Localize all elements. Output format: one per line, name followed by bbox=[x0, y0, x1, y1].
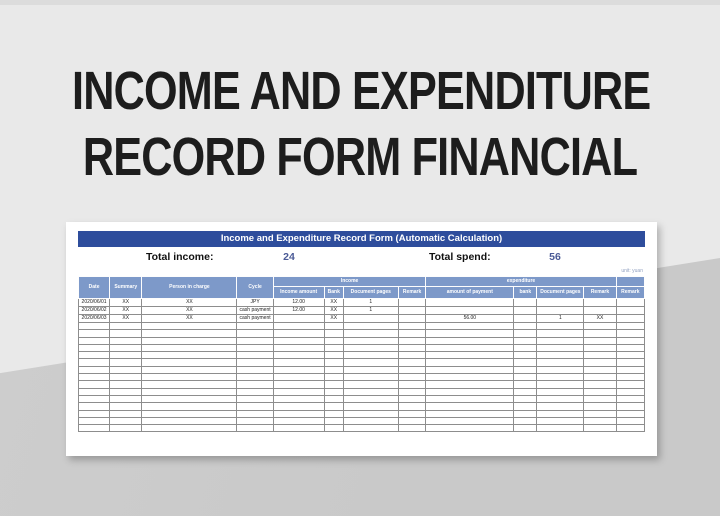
table-cell[interactable] bbox=[237, 388, 273, 395]
table-cell[interactable] bbox=[273, 388, 324, 395]
table-cell[interactable]: XX bbox=[142, 299, 237, 307]
table-cell[interactable] bbox=[537, 323, 584, 330]
table-cell[interactable] bbox=[537, 395, 584, 402]
table-cell[interactable] bbox=[616, 403, 644, 410]
table-cell[interactable] bbox=[110, 344, 142, 351]
table-cell[interactable] bbox=[142, 323, 237, 330]
table-cell[interactable] bbox=[514, 366, 537, 373]
table-cell[interactable] bbox=[343, 337, 398, 344]
table-cell[interactable] bbox=[110, 352, 142, 359]
table-cell[interactable] bbox=[616, 417, 644, 424]
table-cell[interactable]: JPY bbox=[237, 299, 273, 307]
header-income-amount: Income amount bbox=[273, 287, 324, 299]
table-cell[interactable] bbox=[79, 366, 110, 373]
header-income-bank: Bank bbox=[324, 287, 343, 299]
table-cell[interactable] bbox=[273, 337, 324, 344]
table-cell[interactable] bbox=[79, 381, 110, 388]
form-title-bar: Income and Expenditure Record Form (Automatic Calculation) bbox=[78, 231, 645, 247]
table-cell[interactable] bbox=[237, 395, 273, 402]
table-cell[interactable] bbox=[324, 381, 343, 388]
table-cell[interactable] bbox=[343, 425, 398, 432]
table-cell[interactable] bbox=[79, 330, 110, 337]
table-cell[interactable] bbox=[273, 344, 324, 351]
table-cell[interactable] bbox=[79, 359, 110, 366]
table-cell[interactable] bbox=[616, 299, 644, 307]
table-cell[interactable]: 2020/06/02 bbox=[79, 307, 110, 315]
table-cell[interactable] bbox=[110, 330, 142, 337]
table-cell[interactable] bbox=[426, 307, 514, 315]
table-cell[interactable] bbox=[426, 352, 514, 359]
table-cell[interactable] bbox=[343, 410, 398, 417]
table-cell[interactable] bbox=[514, 323, 537, 330]
table-cell[interactable] bbox=[142, 330, 237, 337]
table-cell[interactable] bbox=[398, 352, 426, 359]
table-cell[interactable] bbox=[324, 388, 343, 395]
header-expenditure-remark: Remark bbox=[584, 287, 616, 299]
table-cell[interactable] bbox=[616, 352, 644, 359]
table-header bbox=[79, 277, 645, 299]
table-cell[interactable] bbox=[584, 330, 616, 337]
page-title-line-2: RECORD FORM FINANCIAL bbox=[82, 127, 638, 187]
table-cell[interactable] bbox=[110, 388, 142, 395]
table-cell[interactable] bbox=[537, 337, 584, 344]
table-cell[interactable]: 1 bbox=[343, 307, 398, 315]
table-row bbox=[79, 388, 645, 395]
table-cell[interactable] bbox=[616, 337, 644, 344]
table-row bbox=[79, 359, 645, 366]
spreadsheet-preview-card bbox=[66, 222, 657, 456]
table-cell[interactable] bbox=[142, 410, 237, 417]
table-cell[interactable] bbox=[142, 403, 237, 410]
table-cell[interactable] bbox=[142, 344, 237, 351]
header-expenditure-amount: amount of payment bbox=[426, 287, 514, 299]
table-cell[interactable]: 2020/06/03 bbox=[79, 315, 110, 323]
table-cell[interactable] bbox=[237, 410, 273, 417]
table-cell[interactable] bbox=[584, 337, 616, 344]
table-cell[interactable] bbox=[110, 374, 142, 381]
table-cell[interactable] bbox=[426, 410, 514, 417]
table-cell[interactable] bbox=[584, 307, 616, 315]
table-cell[interactable] bbox=[584, 323, 616, 330]
table-cell[interactable] bbox=[616, 315, 644, 323]
total-income-value[interactable]: 24 bbox=[283, 251, 295, 263]
table-cell[interactable]: 56.00 bbox=[426, 315, 514, 323]
table-cell[interactable] bbox=[343, 417, 398, 424]
table-cell[interactable] bbox=[273, 352, 324, 359]
table-cell[interactable] bbox=[142, 388, 237, 395]
table-cell[interactable] bbox=[273, 374, 324, 381]
table-cell[interactable] bbox=[273, 330, 324, 337]
table-cell[interactable] bbox=[324, 344, 343, 351]
table-cell[interactable] bbox=[273, 395, 324, 402]
table-cell[interactable] bbox=[514, 388, 537, 395]
header-income-document-pages: Document pages bbox=[343, 287, 398, 299]
table-cell[interactable] bbox=[537, 330, 584, 337]
table-cell[interactable]: XX bbox=[324, 315, 343, 323]
table-cell[interactable] bbox=[426, 381, 514, 388]
table-cell[interactable]: XX bbox=[324, 307, 343, 315]
table-cell[interactable] bbox=[514, 330, 537, 337]
table-cell[interactable] bbox=[343, 395, 398, 402]
top-strip-decoration bbox=[0, 0, 720, 5]
table-cell[interactable] bbox=[426, 330, 514, 337]
table-cell[interactable] bbox=[616, 381, 644, 388]
table-cell[interactable] bbox=[142, 337, 237, 344]
table-cell[interactable] bbox=[616, 307, 644, 315]
table-cell[interactable] bbox=[273, 425, 324, 432]
table-cell[interactable] bbox=[142, 366, 237, 373]
table-cell[interactable] bbox=[398, 395, 426, 402]
table-cell[interactable] bbox=[514, 381, 537, 388]
table-cell[interactable] bbox=[79, 388, 110, 395]
table-cell[interactable] bbox=[237, 330, 273, 337]
table-cell[interactable] bbox=[616, 366, 644, 373]
table-row bbox=[79, 330, 645, 337]
header-expenditure-document-pages: Document pages bbox=[537, 287, 584, 299]
table-cell[interactable] bbox=[324, 366, 343, 373]
record-table bbox=[78, 276, 645, 432]
table-cell[interactable] bbox=[514, 417, 537, 424]
table-row bbox=[79, 366, 645, 373]
table-row bbox=[79, 410, 645, 417]
table-cell[interactable]: XX bbox=[142, 315, 237, 323]
table-cell[interactable]: XX bbox=[110, 299, 142, 307]
table-cell[interactable] bbox=[273, 359, 324, 366]
table-cell[interactable] bbox=[584, 344, 616, 351]
table-cell[interactable] bbox=[324, 374, 343, 381]
table-cell[interactable] bbox=[537, 352, 584, 359]
table-cell[interactable] bbox=[584, 352, 616, 359]
table-cell[interactable] bbox=[537, 410, 584, 417]
table-cell[interactable] bbox=[142, 359, 237, 366]
table-cell[interactable] bbox=[343, 352, 398, 359]
header-last-remark: Remark bbox=[616, 287, 644, 299]
table-cell[interactable] bbox=[324, 425, 343, 432]
table-cell[interactable] bbox=[584, 395, 616, 402]
table-row bbox=[79, 299, 645, 307]
table-cell[interactable] bbox=[237, 352, 273, 359]
table-cell[interactable] bbox=[237, 374, 273, 381]
table-cell[interactable] bbox=[79, 410, 110, 417]
table-cell[interactable] bbox=[537, 381, 584, 388]
table-cell[interactable] bbox=[79, 323, 110, 330]
table-cell[interactable] bbox=[426, 337, 514, 344]
table-cell[interactable] bbox=[398, 323, 426, 330]
table-cell[interactable] bbox=[398, 403, 426, 410]
table-cell[interactable] bbox=[343, 344, 398, 351]
table-cell[interactable] bbox=[237, 381, 273, 388]
table-cell[interactable] bbox=[398, 374, 426, 381]
table-cell[interactable] bbox=[79, 344, 110, 351]
table-cell[interactable] bbox=[237, 359, 273, 366]
table-cell[interactable] bbox=[79, 403, 110, 410]
table-row bbox=[79, 395, 645, 402]
table-cell[interactable] bbox=[79, 425, 110, 432]
table-cell[interactable]: 12.00 bbox=[273, 307, 324, 315]
table-cell[interactable] bbox=[110, 403, 142, 410]
table-cell[interactable] bbox=[237, 337, 273, 344]
table-cell[interactable] bbox=[110, 359, 142, 366]
total-spend-value[interactable]: 56 bbox=[549, 251, 561, 263]
table-cell[interactable] bbox=[324, 410, 343, 417]
table-cell[interactable] bbox=[616, 395, 644, 402]
table-cell[interactable] bbox=[616, 330, 644, 337]
table-cell[interactable] bbox=[110, 417, 142, 424]
table-row bbox=[79, 381, 645, 388]
header-group-expenditure: expenditure bbox=[426, 277, 616, 287]
table-cell[interactable] bbox=[398, 344, 426, 351]
table-cell[interactable] bbox=[79, 352, 110, 359]
table-row bbox=[79, 352, 645, 359]
table-cell[interactable] bbox=[142, 425, 237, 432]
table-cell[interactable] bbox=[616, 374, 644, 381]
header-group-income: Income bbox=[273, 277, 426, 287]
table-cell[interactable] bbox=[616, 344, 644, 351]
header-cycle: Cycle bbox=[237, 277, 273, 299]
table-cell[interactable] bbox=[426, 425, 514, 432]
table-cell[interactable]: cash payment bbox=[237, 307, 273, 315]
table-cell[interactable] bbox=[616, 359, 644, 366]
table-cell[interactable] bbox=[398, 307, 426, 315]
table-cell[interactable] bbox=[110, 337, 142, 344]
table-cell[interactable] bbox=[398, 359, 426, 366]
table-cell[interactable] bbox=[426, 374, 514, 381]
table-cell[interactable] bbox=[584, 388, 616, 395]
table-cell[interactable] bbox=[537, 403, 584, 410]
table-cell[interactable] bbox=[110, 323, 142, 330]
table-cell[interactable] bbox=[426, 403, 514, 410]
table-cell[interactable]: XX bbox=[584, 315, 616, 323]
header-person-in-charge: Person in charge bbox=[142, 277, 237, 299]
table-cell[interactable] bbox=[343, 315, 398, 323]
table-cell[interactable]: XX bbox=[110, 307, 142, 315]
header-income-remark: Remark bbox=[398, 287, 426, 299]
table-cell[interactable] bbox=[514, 307, 537, 315]
table-cell[interactable] bbox=[514, 425, 537, 432]
table-cell[interactable]: cash payment bbox=[237, 315, 273, 323]
table-cell[interactable] bbox=[343, 366, 398, 373]
table-cell[interactable] bbox=[537, 299, 584, 307]
table-cell[interactable] bbox=[343, 323, 398, 330]
table-cell[interactable] bbox=[398, 417, 426, 424]
table-cell[interactable] bbox=[273, 381, 324, 388]
table-cell[interactable] bbox=[514, 337, 537, 344]
table-cell[interactable] bbox=[142, 352, 237, 359]
table-cell[interactable] bbox=[79, 374, 110, 381]
table-cell[interactable] bbox=[343, 388, 398, 395]
table-cell[interactable] bbox=[426, 417, 514, 424]
table-cell[interactable] bbox=[514, 410, 537, 417]
total-income-label: Total income: bbox=[146, 251, 214, 263]
table-cell[interactable] bbox=[237, 417, 273, 424]
table-cell[interactable] bbox=[398, 425, 426, 432]
page-title-line-1: INCOME AND EXPENDITURE bbox=[72, 61, 651, 121]
table-cell[interactable] bbox=[584, 366, 616, 373]
table-cell[interactable] bbox=[324, 403, 343, 410]
table-cell[interactable] bbox=[584, 359, 616, 366]
table-cell[interactable] bbox=[584, 374, 616, 381]
table-body bbox=[79, 299, 645, 432]
total-spend-label: Total spend: bbox=[429, 251, 491, 263]
header-empty bbox=[616, 277, 644, 287]
table-row bbox=[79, 374, 645, 381]
table-row bbox=[79, 315, 645, 323]
table-cell[interactable] bbox=[237, 366, 273, 373]
table-cell[interactable] bbox=[426, 299, 514, 307]
table-cell[interactable] bbox=[426, 359, 514, 366]
table-cell[interactable] bbox=[514, 374, 537, 381]
table-cell[interactable] bbox=[616, 410, 644, 417]
table-cell[interactable] bbox=[273, 323, 324, 330]
table-cell[interactable] bbox=[584, 417, 616, 424]
table-cell[interactable] bbox=[142, 417, 237, 424]
table-cell[interactable]: XX bbox=[142, 307, 237, 315]
table-cell[interactable] bbox=[142, 395, 237, 402]
table-cell[interactable] bbox=[324, 417, 343, 424]
table-cell[interactable] bbox=[514, 344, 537, 351]
table-cell[interactable]: XX bbox=[110, 315, 142, 323]
table-cell[interactable] bbox=[514, 403, 537, 410]
table-cell[interactable] bbox=[110, 395, 142, 402]
table-cell[interactable] bbox=[237, 323, 273, 330]
table-cell[interactable] bbox=[426, 344, 514, 351]
table-cell[interactable] bbox=[537, 388, 584, 395]
table-row bbox=[79, 337, 645, 344]
table-cell[interactable] bbox=[324, 395, 343, 402]
table-cell[interactable] bbox=[584, 381, 616, 388]
table-row bbox=[79, 323, 645, 330]
table-cell[interactable] bbox=[398, 388, 426, 395]
table-cell[interactable] bbox=[273, 366, 324, 373]
table-cell[interactable] bbox=[398, 337, 426, 344]
table-cell[interactable] bbox=[110, 425, 142, 432]
table-cell[interactable] bbox=[398, 299, 426, 307]
table-cell[interactable] bbox=[514, 395, 537, 402]
table-cell[interactable]: 2020/06/01 bbox=[79, 299, 110, 307]
table-cell[interactable] bbox=[324, 359, 343, 366]
table-row bbox=[79, 307, 645, 315]
table-cell[interactable] bbox=[142, 374, 237, 381]
table-cell[interactable]: 1 bbox=[537, 315, 584, 323]
table-cell[interactable] bbox=[398, 330, 426, 337]
table-cell[interactable] bbox=[514, 359, 537, 366]
table-cell[interactable] bbox=[237, 344, 273, 351]
unit-note: unit: yuan bbox=[621, 268, 643, 274]
table-cell[interactable] bbox=[426, 366, 514, 373]
header-date: Date bbox=[79, 277, 110, 299]
table-cell[interactable] bbox=[616, 388, 644, 395]
table-row bbox=[79, 425, 645, 432]
table-cell[interactable] bbox=[79, 337, 110, 344]
table-cell[interactable] bbox=[537, 344, 584, 351]
totals-row bbox=[78, 248, 645, 268]
table-cell[interactable] bbox=[398, 410, 426, 417]
table-cell[interactable] bbox=[324, 323, 343, 330]
table-cell[interactable] bbox=[324, 330, 343, 337]
table-cell[interactable] bbox=[584, 299, 616, 307]
table-cell[interactable] bbox=[537, 366, 584, 373]
page-title bbox=[0, 58, 720, 190]
table-cell[interactable] bbox=[324, 337, 343, 344]
table-cell[interactable] bbox=[426, 395, 514, 402]
table-cell[interactable] bbox=[537, 359, 584, 366]
table-cell[interactable]: 12.00 bbox=[273, 299, 324, 307]
table-row bbox=[79, 417, 645, 424]
table-cell[interactable] bbox=[110, 410, 142, 417]
table-cell[interactable] bbox=[584, 425, 616, 432]
table-cell[interactable] bbox=[343, 330, 398, 337]
header-summary: Summary bbox=[110, 277, 142, 299]
table-cell[interactable] bbox=[514, 299, 537, 307]
table-cell[interactable] bbox=[616, 425, 644, 432]
table-cell[interactable] bbox=[273, 315, 324, 323]
table-cell[interactable] bbox=[343, 403, 398, 410]
table-row bbox=[79, 403, 645, 410]
table-cell[interactable] bbox=[426, 388, 514, 395]
table-cell[interactable] bbox=[142, 381, 237, 388]
table-cell[interactable] bbox=[514, 315, 537, 323]
table-cell[interactable] bbox=[237, 425, 273, 432]
header-expenditure-bank: bank bbox=[514, 287, 537, 299]
table-cell[interactable] bbox=[537, 425, 584, 432]
table-cell[interactable] bbox=[110, 381, 142, 388]
table-cell[interactable] bbox=[79, 417, 110, 424]
table-cell[interactable] bbox=[237, 403, 273, 410]
table-cell[interactable] bbox=[343, 374, 398, 381]
table-cell[interactable] bbox=[398, 381, 426, 388]
table-cell[interactable] bbox=[426, 323, 514, 330]
table-cell[interactable] bbox=[584, 410, 616, 417]
table-cell[interactable] bbox=[324, 352, 343, 359]
table-cell[interactable] bbox=[398, 366, 426, 373]
table-cell[interactable] bbox=[584, 403, 616, 410]
table-cell[interactable] bbox=[273, 417, 324, 424]
table-cell[interactable] bbox=[514, 352, 537, 359]
table-cell[interactable] bbox=[110, 366, 142, 373]
table-row bbox=[79, 344, 645, 351]
table-cell[interactable] bbox=[537, 417, 584, 424]
table-cell[interactable] bbox=[79, 395, 110, 402]
table-cell[interactable] bbox=[398, 315, 426, 323]
table-cell[interactable]: XX bbox=[324, 299, 343, 307]
table-cell[interactable]: 1 bbox=[343, 299, 398, 307]
table-cell[interactable] bbox=[616, 323, 644, 330]
table-cell[interactable] bbox=[273, 403, 324, 410]
table-cell[interactable] bbox=[343, 359, 398, 366]
table-cell[interactable] bbox=[537, 307, 584, 315]
table-cell[interactable] bbox=[273, 410, 324, 417]
table-cell[interactable] bbox=[537, 374, 584, 381]
table-cell[interactable] bbox=[343, 381, 398, 388]
